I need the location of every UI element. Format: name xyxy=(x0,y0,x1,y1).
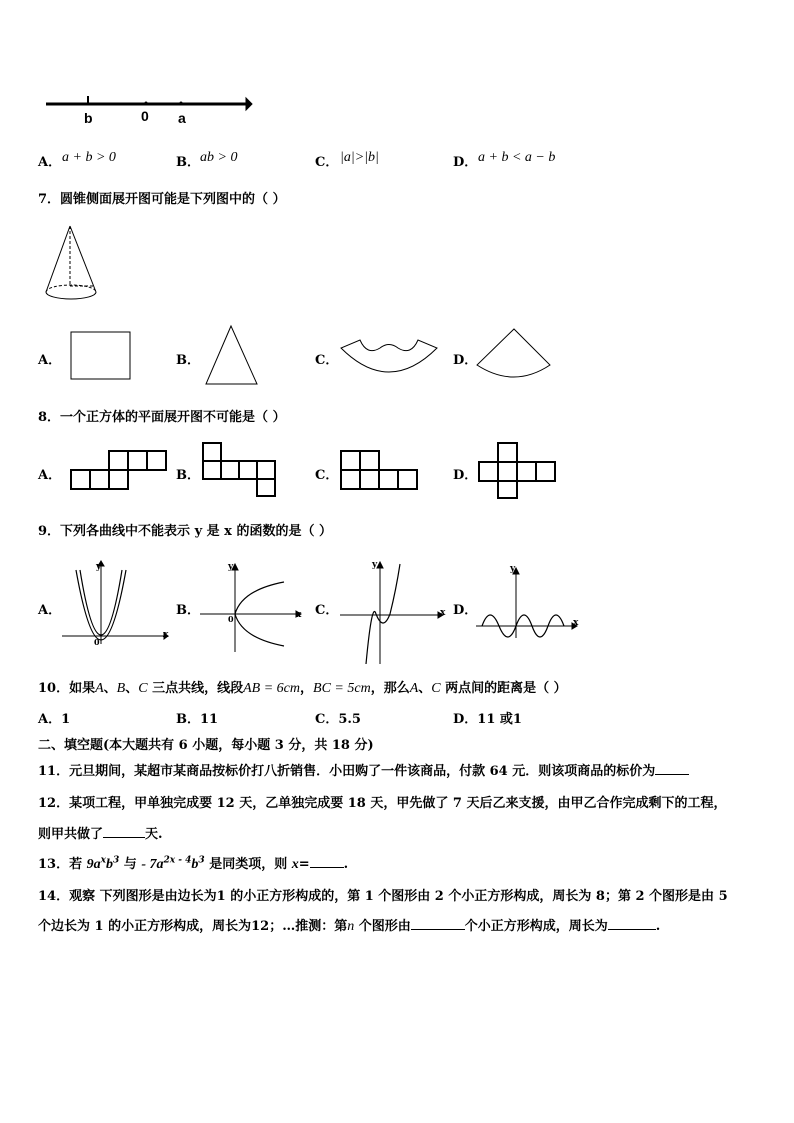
q6-option-a-letter: A． xyxy=(38,155,62,170)
q9-option-d-letter: D． xyxy=(453,603,478,618)
q8-option-b-letter: B． xyxy=(176,468,200,483)
q13-question: 13．若 $9a^xb^3$ 与 - $7a^{2x - 4}b^3$ 是同类项，则 x= . xyxy=(38,855,349,872)
q8-option-c-letter: C． xyxy=(315,468,339,483)
q11-answer-blank[interactable] xyxy=(655,774,689,775)
q10-option-b: B．11 xyxy=(176,712,219,727)
q8-option-d-net xyxy=(478,442,560,500)
q6-option-c-expr: |a|>|b| xyxy=(340,150,379,165)
q8-option-a-letter: A． xyxy=(38,468,62,483)
cone-figure xyxy=(40,222,102,304)
q9-a-origin: 0 xyxy=(94,637,100,647)
q6-option-b-expr: ab > 0 xyxy=(200,150,238,165)
q6-option-c-letter: C． xyxy=(315,155,339,170)
q7-option-d-sector xyxy=(474,327,554,383)
q8-option-d-letter: D． xyxy=(453,468,478,483)
q9-option-a-graph xyxy=(60,560,172,648)
q9-c-y-label: y xyxy=(372,560,378,570)
q9-b-origin: 0 xyxy=(228,614,234,624)
q7-option-d-letter: D． xyxy=(453,353,478,368)
q7-question: 7．圆锥侧面展开图可能是下列图中的（ ） xyxy=(38,192,286,207)
q12-answer-blank[interactable] xyxy=(103,837,145,838)
q14-question-line1: 14．观察 下列图形是由边长为1 的小正方形构成的，第 1 个图形由 2 个小正方形构成，周长为 8；第 2 个图形是由 5 xyxy=(38,889,728,904)
number-line xyxy=(40,92,260,128)
numberline-label-zero: 0 xyxy=(141,108,149,124)
q7-option-b-letter: B． xyxy=(176,353,200,368)
q8-option-b-net xyxy=(202,442,278,498)
q10-option-c: C．5.5 xyxy=(315,712,361,727)
q6-option-d-expr: a + b < a − b xyxy=(478,150,556,165)
numberline-label-a: a xyxy=(178,110,186,126)
q9-option-b-letter: B． xyxy=(176,603,200,618)
q7-option-a-rectangle xyxy=(70,331,132,381)
q11-question: 11．元旦期间，某超市某商品按标价打八折销售．小田购了一件该商品，付款 64 元．则该项商品的标价为 xyxy=(38,760,689,779)
q7-option-b-triangle xyxy=(204,324,260,386)
q9-option-b-graph xyxy=(198,562,306,654)
q10-question: 10．如果A、B、C 三点共线，线段AB = 6cm，BC = 5cm，那么A、C 两点间的距离是（ ） xyxy=(38,681,567,696)
q14-question-line2: 个边长为 1 的小正方形构成，周长为12；…推测：第n 个图形由 个小正方形构成，周长为 . xyxy=(38,919,661,934)
q9-b-x-label: x xyxy=(296,610,302,620)
q7-option-c-letter: C． xyxy=(315,353,339,368)
q7-option-a-letter: A． xyxy=(38,353,62,368)
q12-question-line2: 则甲共做了 天. xyxy=(38,827,163,842)
q10-option-a: A．1 xyxy=(38,712,71,727)
q9-question: 9．下列各曲线中不能表示 y 是 x 的函数的是（ ） xyxy=(38,524,332,539)
q14-answer-blank-perimeter[interactable] xyxy=(608,929,656,930)
q9-b-y-label: y xyxy=(228,562,234,572)
q9-option-c-graph xyxy=(336,560,446,666)
q10-option-d: D．11 或1 xyxy=(453,712,522,727)
q6-option-b-letter: B． xyxy=(176,155,200,170)
q12-question-line1: 12．某项工程，甲单独完成要 12 天，乙单独完成要 18 天，甲先做了 7 天后乙来支援，由甲乙合作完成剩下的工程， xyxy=(38,796,727,811)
q9-option-c-letter: C． xyxy=(315,603,339,618)
section-heading: 二、填空题(本大题共有 6 小题，每小题 3 分，共 18 分) xyxy=(38,738,374,753)
q8-question: 8．一个正方体的平面展开图不可能是（ ） xyxy=(38,410,286,425)
q8-option-a-net xyxy=(70,450,170,492)
numberline-label-b: b xyxy=(84,110,93,126)
q9-c-x-label: x xyxy=(440,608,446,618)
q8-option-c-net xyxy=(340,450,422,492)
q13-answer-blank[interactable] xyxy=(310,867,344,868)
q9-d-y-label: y xyxy=(510,564,516,574)
q7-option-c-annular-sector xyxy=(338,336,440,380)
q9-option-a-letter: A． xyxy=(38,603,62,618)
q9-a-y-label: y xyxy=(96,562,102,572)
q6-option-d-letter: D． xyxy=(453,155,478,170)
q9-option-d-axes xyxy=(474,564,580,640)
q9-a-x-label: x xyxy=(163,630,169,640)
q9-d-x-label: x xyxy=(573,618,579,628)
q14-answer-blank-count[interactable] xyxy=(411,929,465,930)
q6-option-a-expr: a + b > 0 xyxy=(62,150,116,165)
